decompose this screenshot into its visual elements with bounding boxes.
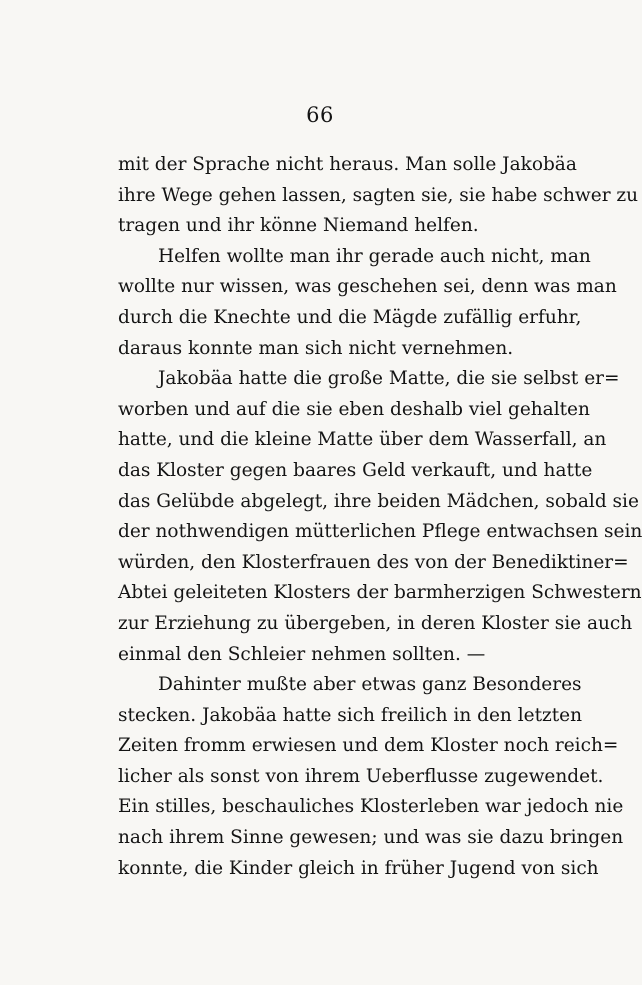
text-line: würden, den Klosterfrauen des von der Benediktiner= — [118, 551, 629, 573]
text-line: konnte, die Kinder gleich in früher Jugend von sich — [118, 857, 599, 879]
text-line: einmal den Schleier nehmen sollten. — — [118, 643, 486, 665]
text-line: ihre Wege gehen lassen, sagten sie, sie habe schwer zu — [118, 184, 639, 206]
text-line: das Kloster gegen baares Geld verkauft, und hatte — [118, 459, 593, 481]
text-line: Jakobäa hatte die große Matte, die sie selbst er= — [158, 368, 620, 390]
text-line: nach ihrem Sinne gewesen; und was sie dazu bringen — [118, 827, 624, 849]
text-line: der nothwendigen mütterlichen Pflege entwachsen sein — [118, 521, 642, 543]
text-line: wollte nur wissen, was geschehen sei, denn was man — [118, 276, 617, 298]
text-line: Dahinter mußte aber etwas ganz Besonderes — [158, 674, 582, 696]
text-line: Abtei geleiteten Klosters der barmherzigen Schwestern — [118, 582, 642, 604]
text-line: daraus konnte man sich nicht vernehmen. — [118, 337, 514, 359]
text-line: worben und auf die sie eben deshalb viel gehalten — [118, 398, 590, 420]
text-line: tragen und ihr könne Niemand helfen. — [118, 215, 479, 237]
body-text — [118, 150, 642, 884]
text-line: durch die Knechte und die Mägde zufällig erfuhr, — [118, 306, 582, 328]
text-line: hatte, und die kleine Matte über dem Wasserfall, an — [118, 429, 607, 451]
text-line: licher als sonst von ihrem Ueberflusse zugewendet. — [118, 765, 604, 787]
text-line: zur Erziehung zu übergeben, in deren Kloster sie auch — [118, 612, 633, 634]
text-line: mit der Sprache nicht heraus. Man solle Jakobäa — [118, 154, 577, 175]
text-line: Zeiten fromm erwiesen und dem Kloster noch reich= — [118, 735, 619, 757]
text-line: das Gelübde abgelegt, ihre beiden Mädchen, sobald sie — [118, 490, 639, 512]
page-number: 66 — [306, 103, 334, 127]
text-line: Helfen wollte man ihr gerade auch nicht, man — [158, 245, 591, 267]
text-line: Ein stilles, beschauliches Klosterleben war jedoch nie — [118, 796, 624, 818]
text-line: stecken. Jakobäa hatte sich freilich in den letzten — [118, 704, 583, 726]
